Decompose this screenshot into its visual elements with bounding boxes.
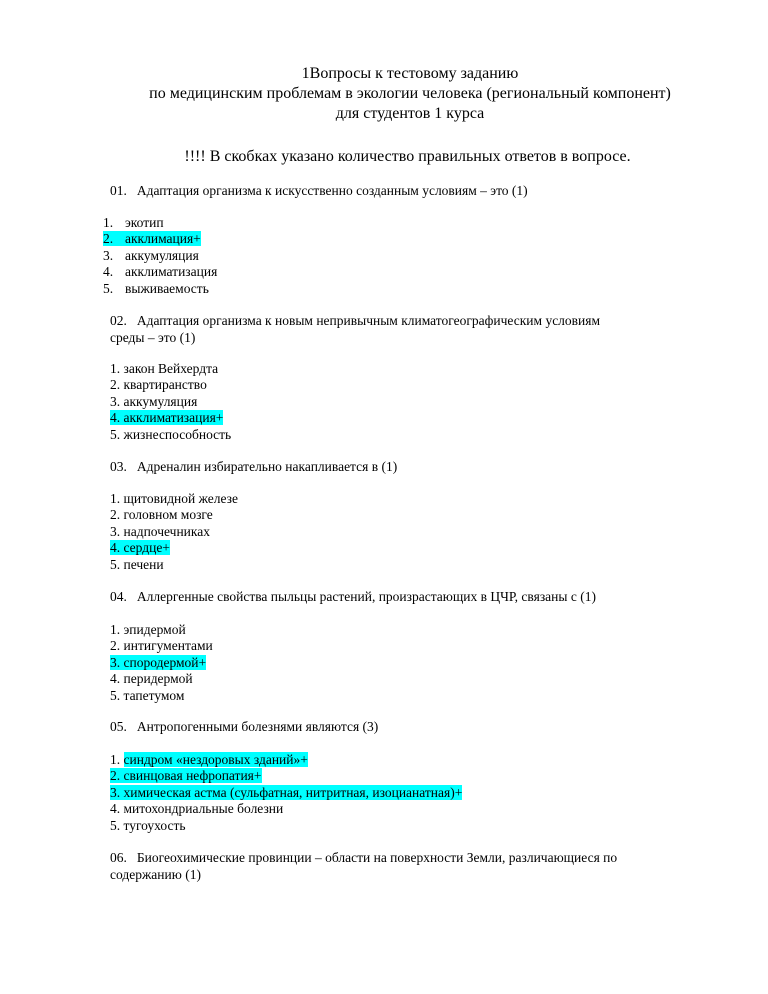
question-number: 06. [110,850,127,865]
answer-item: 3. аккумуляция [110,393,198,409]
answer-list-03 [110,491,238,573]
answer-item-correct: 3. спородермой+ [110,654,207,670]
answer-item: 5. жизнеспособность [110,426,232,442]
question-number: 04. [110,589,127,604]
question-number: 02. [110,313,127,328]
answer-item: 5. тугоухость [110,817,186,833]
answer-item: 5. тапетумом [110,687,185,703]
answer-item: 5. печени [110,556,164,572]
answer-item: 2. головном мозге [110,507,213,523]
answer-list-04 [110,622,213,704]
question-number: 03. [110,459,127,474]
answer-item: 4. акклиматизация [103,264,218,280]
answer-item: 2. квартиранство [110,377,207,393]
question-text-cont: содержанию (1) [110,866,201,882]
answer-item: 1. эпидермой [110,622,186,637]
answer-item-correct: 3. химическая астма (сульфатная, нитритная, изоцианатная)+ [110,784,463,800]
question-text-cont: среды – это (1) [110,329,196,345]
answer-item-correct: 4. сердце+ [110,540,170,556]
question-04 [110,589,596,606]
answer-item: 1. закон Вейхердта [110,361,219,376]
instruction-note: !!!! В скобках указано количество правильных ответов в вопросе. [184,148,631,165]
question-text: Биогеохимические провинции – области на поверхности Земли, различающиеся по [136,850,618,865]
question-text: Аллергенные свойства пыльцы растений, произрастающих в ЦЧР, связаны с (1) [136,589,596,604]
answer-list-02 [110,361,231,443]
answer-item: 1. щитовидной железе [110,491,238,506]
answer-item: 5. выживаемость [103,280,209,296]
question-text: Адаптация организма к новым непривычным климатогеографическим условиям [136,313,601,328]
header-subtitle: по медицинским проблемам в экологии человека (региональный компонент) [149,85,671,102]
question-number: 01. [110,183,127,198]
question-text: Адаптация организма к искусственно созданным условиям – это (1) [136,183,528,198]
question-03 [110,459,397,476]
answer-item: 2. интигументами [110,638,213,654]
answer-item: 3. аккумуляция [103,247,199,263]
question-06 [110,850,617,883]
question-02 [110,313,600,346]
document-header [0,64,768,124]
answer-item-correct: 2. свинцовая нефропатия+ [110,768,262,784]
answer-item: 4. перидермой [110,671,193,687]
question-05 [110,719,378,736]
header-title: 1Вопросы к тестовому заданию [301,65,519,82]
answer-item-correct: 2. акклимация+ [103,231,201,247]
answer-list-01 [103,215,217,297]
question-number: 05. [110,719,127,734]
answer-item-correct: 4. акклиматизация+ [110,410,224,426]
question-text: Адреналин избирательно накапливается в (1) [136,459,398,474]
answer-item: 1. экотип [103,215,164,230]
question-01 [110,183,528,200]
header-audience: для студентов 1 курса [335,105,485,122]
answer-list-05 [110,752,462,834]
answer-item: 4. митохондриальные болезни [110,801,284,817]
answer-item: 3. надпочечниках [110,523,210,539]
answer-item-correct: 1. синдром «нездоровых зданий»+ [110,752,308,767]
question-text: Антропогенными болезнями являются (3) [136,719,379,734]
